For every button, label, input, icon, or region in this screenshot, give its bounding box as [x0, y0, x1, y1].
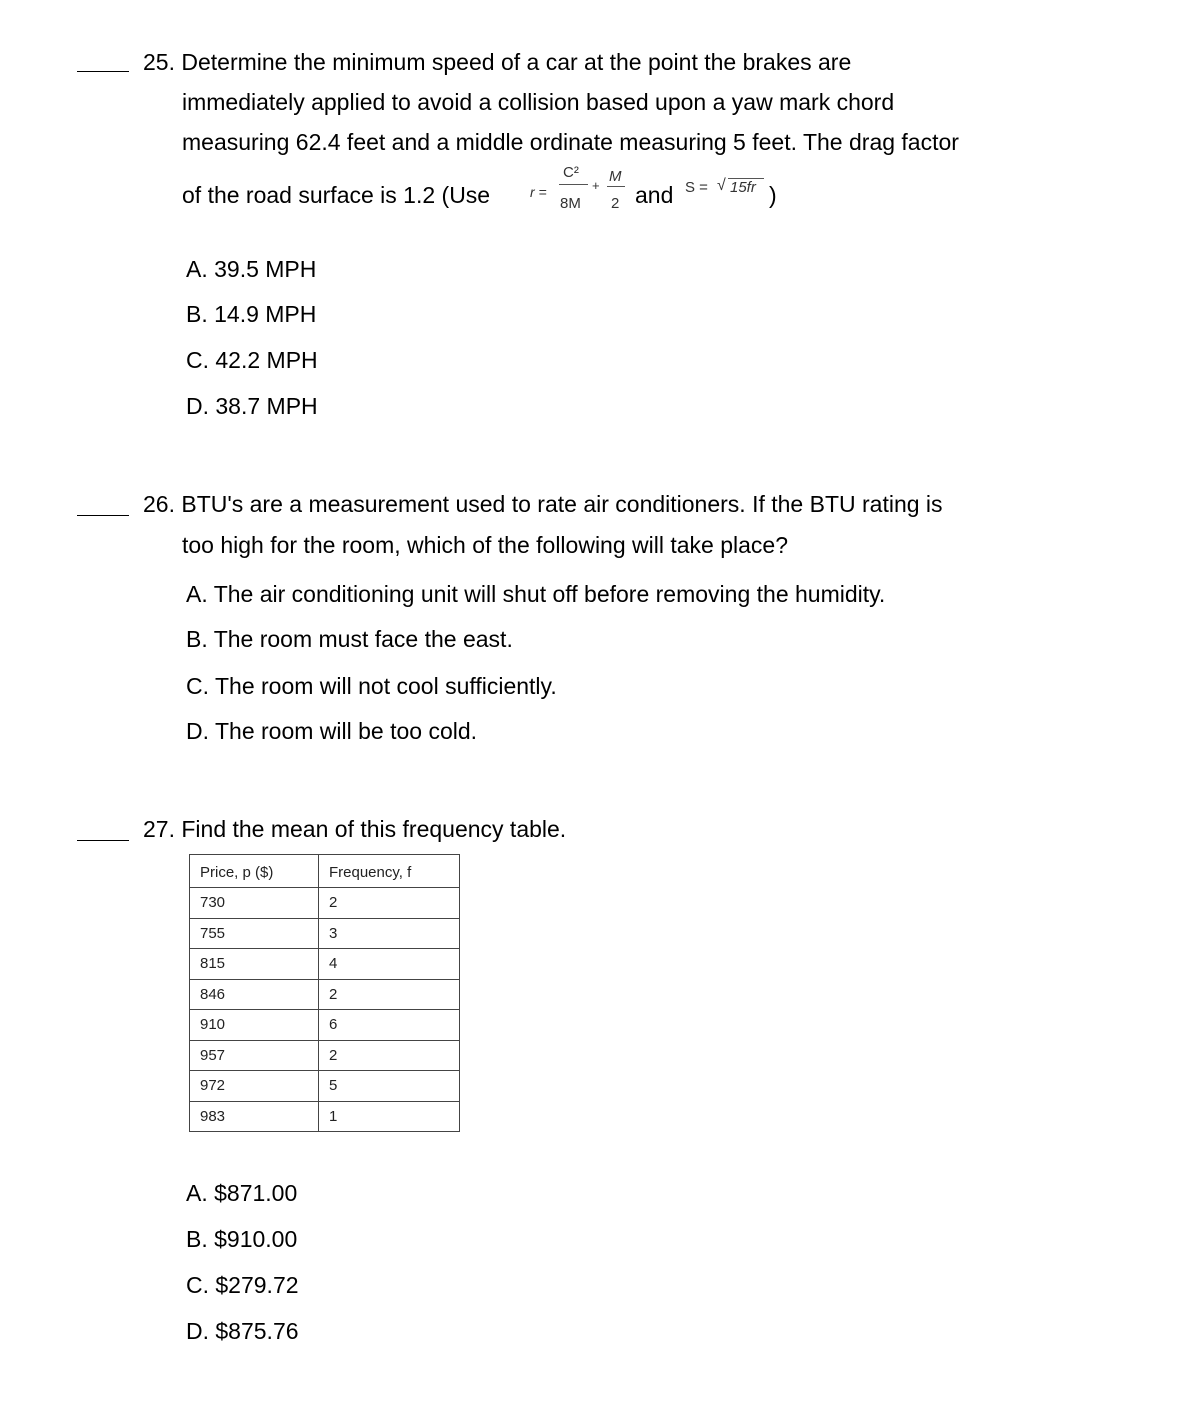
question-27-line-1: 27. Find the mean of this frequency table. — [143, 816, 567, 842]
formula-r-numerator-1: C² — [563, 164, 579, 181]
formula-s-lhs: S = — [685, 179, 708, 196]
q25-option-d[interactable]: D. 38.7 MPH — [186, 393, 318, 419]
price-cell: 957 — [190, 1040, 319, 1071]
frequency-cell: 5 — [319, 1071, 460, 1102]
table-row — [190, 1071, 460, 1102]
price-cell: 846 — [190, 979, 319, 1010]
frequency-cell: 1 — [319, 1101, 460, 1132]
table-row — [190, 949, 460, 980]
frequency-cell: 2 — [319, 1040, 460, 1071]
q25-option-b[interactable]: B. 14.9 MPH — [186, 301, 317, 327]
question-25-and: and — [635, 182, 674, 208]
q27-option-d[interactable]: D. $875.76 — [186, 1318, 299, 1344]
question-25-line-3: measuring 62.4 feet and a middle ordinate measuring 5 feet. The drag factor — [182, 129, 959, 155]
q26-option-d[interactable]: D. The room will be too cold. — [186, 718, 478, 744]
frequency-table — [189, 854, 460, 1132]
q25-option-c[interactable]: C. 42.2 MPH — [186, 347, 318, 373]
formula-r-fraction-bar-2 — [607, 186, 625, 187]
formula-r-lhs: r = — [530, 184, 547, 200]
price-cell: 910 — [190, 1010, 319, 1041]
question-25-close-paren: ) — [769, 182, 777, 208]
question-25-line-2: immediately applied to avoid a collision based upon a yaw mark chord — [182, 89, 895, 115]
question-26-line-1: 26. BTU's are a measurement used to rate air conditioners. If the BTU rating is — [143, 491, 943, 517]
frequency-cell: 4 — [319, 949, 460, 980]
answer-blank-27[interactable] — [77, 840, 129, 841]
answer-blank-25[interactable] — [77, 71, 129, 72]
table-row — [190, 1040, 460, 1071]
frequency-cell: 3 — [319, 918, 460, 949]
question-26-line-2: too high for the room, which of the following will take place? — [182, 532, 788, 558]
formula-r-plus: + — [592, 178, 600, 193]
table-row — [190, 979, 460, 1010]
formula-r-denominator-1: 8M — [560, 195, 581, 212]
frequency-cell: 6 — [319, 1010, 460, 1041]
formula-s-radicand: 15fr — [730, 179, 756, 196]
price-cell: 815 — [190, 949, 319, 980]
header-price: Price, p ($) — [190, 855, 319, 888]
q25-option-a[interactable]: A. 39.5 MPH — [186, 256, 317, 282]
price-cell: 972 — [190, 1071, 319, 1102]
q26-option-a[interactable]: A. The air conditioning unit will shut off before removing the humidity. — [186, 581, 886, 607]
q26-option-c[interactable]: C. The room will not cool sufficiently. — [186, 673, 557, 699]
price-cell: 983 — [190, 1101, 319, 1132]
table-row — [190, 888, 460, 919]
table-row — [190, 1101, 460, 1132]
table-header-row — [190, 855, 460, 888]
q26-option-b[interactable]: B. The room must face the east. — [186, 626, 513, 652]
q27-option-a[interactable]: A. $871.00 — [186, 1180, 298, 1206]
formula-r-numerator-2: M — [609, 168, 622, 185]
formula-r-fraction-bar-1 — [559, 184, 588, 185]
q27-option-c[interactable]: C. $279.72 — [186, 1272, 299, 1298]
price-cell: 755 — [190, 918, 319, 949]
table-row — [190, 918, 460, 949]
formula-r-denominator-2: 2 — [611, 195, 620, 212]
question-25-line-1: 25. Determine the minimum speed of a car at the point the brakes are — [143, 49, 852, 75]
price-cell: 730 — [190, 888, 319, 919]
q27-option-b[interactable]: B. $910.00 — [186, 1226, 298, 1252]
frequency-cell: 2 — [319, 888, 460, 919]
question-25-line-4-pre: of the road surface is 1.2 (Use — [182, 182, 491, 208]
table-row — [190, 1010, 460, 1041]
formula-s-radical: √ — [717, 177, 726, 194]
header-frequency: Frequency, f — [319, 855, 460, 888]
frequency-cell: 2 — [319, 979, 460, 1010]
answer-blank-26[interactable] — [77, 515, 129, 516]
